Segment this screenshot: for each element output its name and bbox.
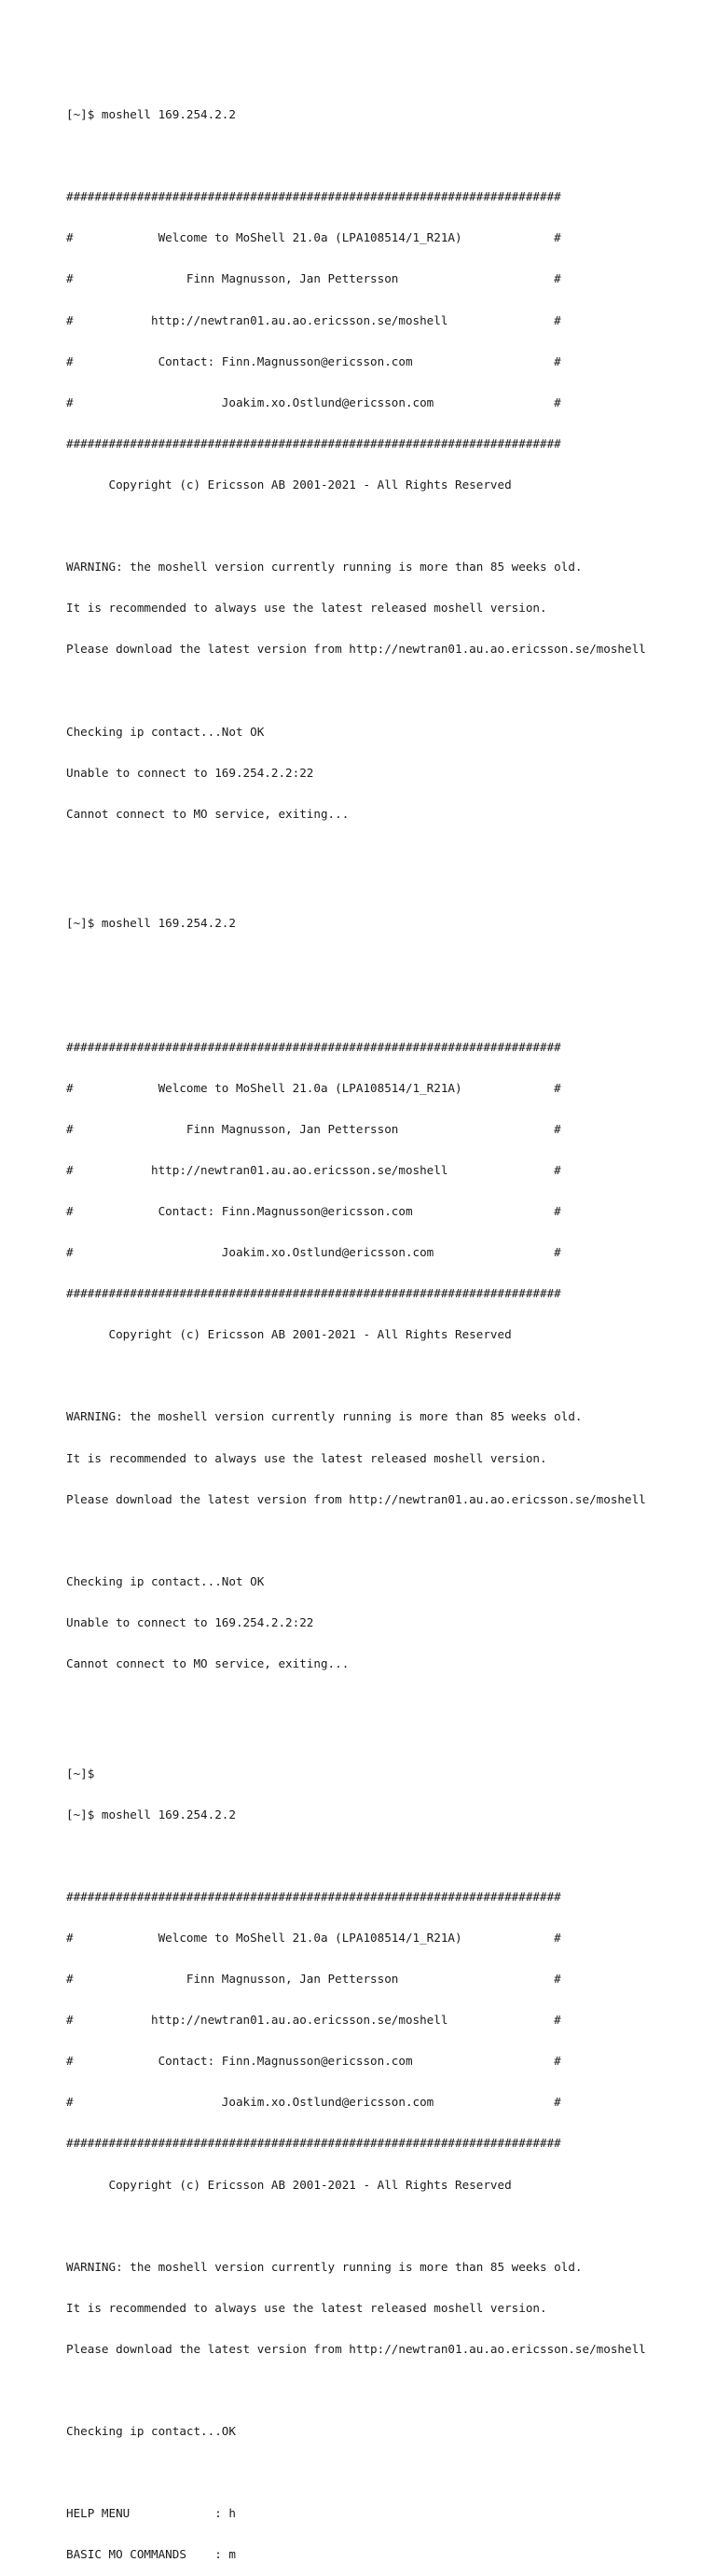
command-prompt: [~]$ moshell 169.254.2.2 (66, 107, 236, 122)
warning-line: Please download the latest version from http://newtran01.au.ao.ericsson.se/moshell (66, 2341, 646, 2356)
banner-line: # Welcome to MoShell 21.0a (LPA108514/1_R21A) # (66, 230, 561, 245)
blank-line (66, 1534, 709, 1548)
status-line: Checking ip contact...OK (66, 2424, 236, 2439)
banner-border: ###################################################################### (66, 1286, 561, 1301)
menu-item-basic-mo-commands: BASIC MO COMMANDS : m (66, 2547, 236, 2562)
warning-line: WARNING: the moshell version currently running is more than 85 weeks old. (66, 560, 583, 575)
blank-line (66, 519, 709, 533)
banner-line: # Contact: Finn.Magnusson@ericsson.com # (66, 353, 561, 368)
banner-line: # Finn Magnusson, Jan Pettersson # (66, 1972, 561, 1987)
warning-line: Please download the latest version from http://newtran01.au.ao.ericsson.se/moshell (66, 642, 646, 657)
warning-line: Please download the latest version from http://newtran01.au.ao.ericsson.se/moshell (66, 1491, 646, 1506)
blank-line (66, 1369, 709, 1383)
banner-line: # Finn Magnusson, Jan Pettersson # (66, 271, 561, 286)
copyright-line: Copyright (c) Ericsson AB 2001-2021 - All Rights Reserved (66, 2177, 512, 2192)
warning-line: WARNING: the moshell version currently running is more than 85 weeks old. (66, 1409, 583, 1424)
banner-line: # Welcome to MoShell 21.0a (LPA108514/1_R21A) # (66, 1930, 561, 1945)
banner-border: ###################################################################### (66, 436, 561, 450)
copyright-line: Copyright (c) Ericsson AB 2001-2021 - All Rights Reserved (66, 1327, 512, 1342)
blank-line (66, 849, 709, 863)
banner-line: # Contact: Finn.Magnusson@ericsson.com # (66, 2054, 561, 2069)
warning-line: It is recommended to always use the latest released moshell version. (66, 601, 547, 616)
copyright-line: Copyright (c) Ericsson AB 2001-2021 - All Rights Reserved (66, 477, 512, 492)
command-prompt: [~]$ moshell 169.254.2.2 (66, 916, 236, 931)
blank-line (66, 1698, 709, 1712)
banner-line: # Welcome to MoShell 21.0a (LPA108514/1_R21A) # (66, 1080, 561, 1095)
banner-line: # Finn Magnusson, Jan Pettersson # (66, 1121, 561, 1136)
blank-line (66, 2466, 709, 2480)
banner-line: # Joakim.xo.Ostlund@ericsson.com # (66, 2095, 561, 2110)
blank-line (66, 2384, 709, 2398)
banner-border: ###################################################################### (66, 1039, 561, 1054)
banner-border: ###################################################################### (66, 189, 561, 204)
banner-line: # http://newtran01.au.ao.ericsson.se/moshell # (66, 1162, 561, 1177)
command-prompt: [~]$ moshell 169.254.2.2 (66, 1807, 236, 1821)
blank-line (66, 999, 709, 1013)
banner-line: # Joakim.xo.Ostlund@ericsson.com # (66, 1245, 561, 1260)
banner-border: ###################################################################### (66, 1889, 561, 1904)
banner-line: # Contact: Finn.Magnusson@ericsson.com # (66, 1203, 561, 1218)
status-line: Unable to connect to 169.254.2.2:22 (66, 1614, 314, 1629)
blank-line (66, 1849, 709, 1863)
banner-line: # http://newtran01.au.ao.ericsson.se/moshell # (66, 312, 561, 327)
warning-line: WARNING: the moshell version currently running is more than 85 weeks old. (66, 2259, 583, 2274)
status-line: Cannot connect to MO service, exiting... (66, 806, 350, 821)
warning-line: It is recommended to always use the latest released moshell version. (66, 2300, 547, 2315)
warning-line: It is recommended to always use the latest released moshell version. (66, 1450, 547, 1465)
terminal-output (66, 67, 709, 2576)
blank-line (66, 684, 709, 698)
banner-line: # Joakim.xo.Ostlund@ericsson.com # (66, 395, 561, 409)
banner-border: ###################################################################### (66, 2136, 561, 2151)
banner-line: # http://newtran01.au.ao.ericsson.se/moshell # (66, 2013, 561, 2028)
status-line: Checking ip contact...Not OK (66, 1573, 265, 1588)
menu-item-help: HELP MENU : h (66, 2506, 236, 2521)
blank-line (66, 2220, 709, 2234)
status-line: Checking ip contact...Not OK (66, 724, 265, 739)
blank-line (66, 958, 709, 972)
blank-line (66, 149, 709, 163)
status-line: Cannot connect to MO service, exiting... (66, 1655, 350, 1670)
status-line: Unable to connect to 169.254.2.2:22 (66, 765, 314, 780)
command-prompt: [~]$ (66, 1766, 95, 1780)
